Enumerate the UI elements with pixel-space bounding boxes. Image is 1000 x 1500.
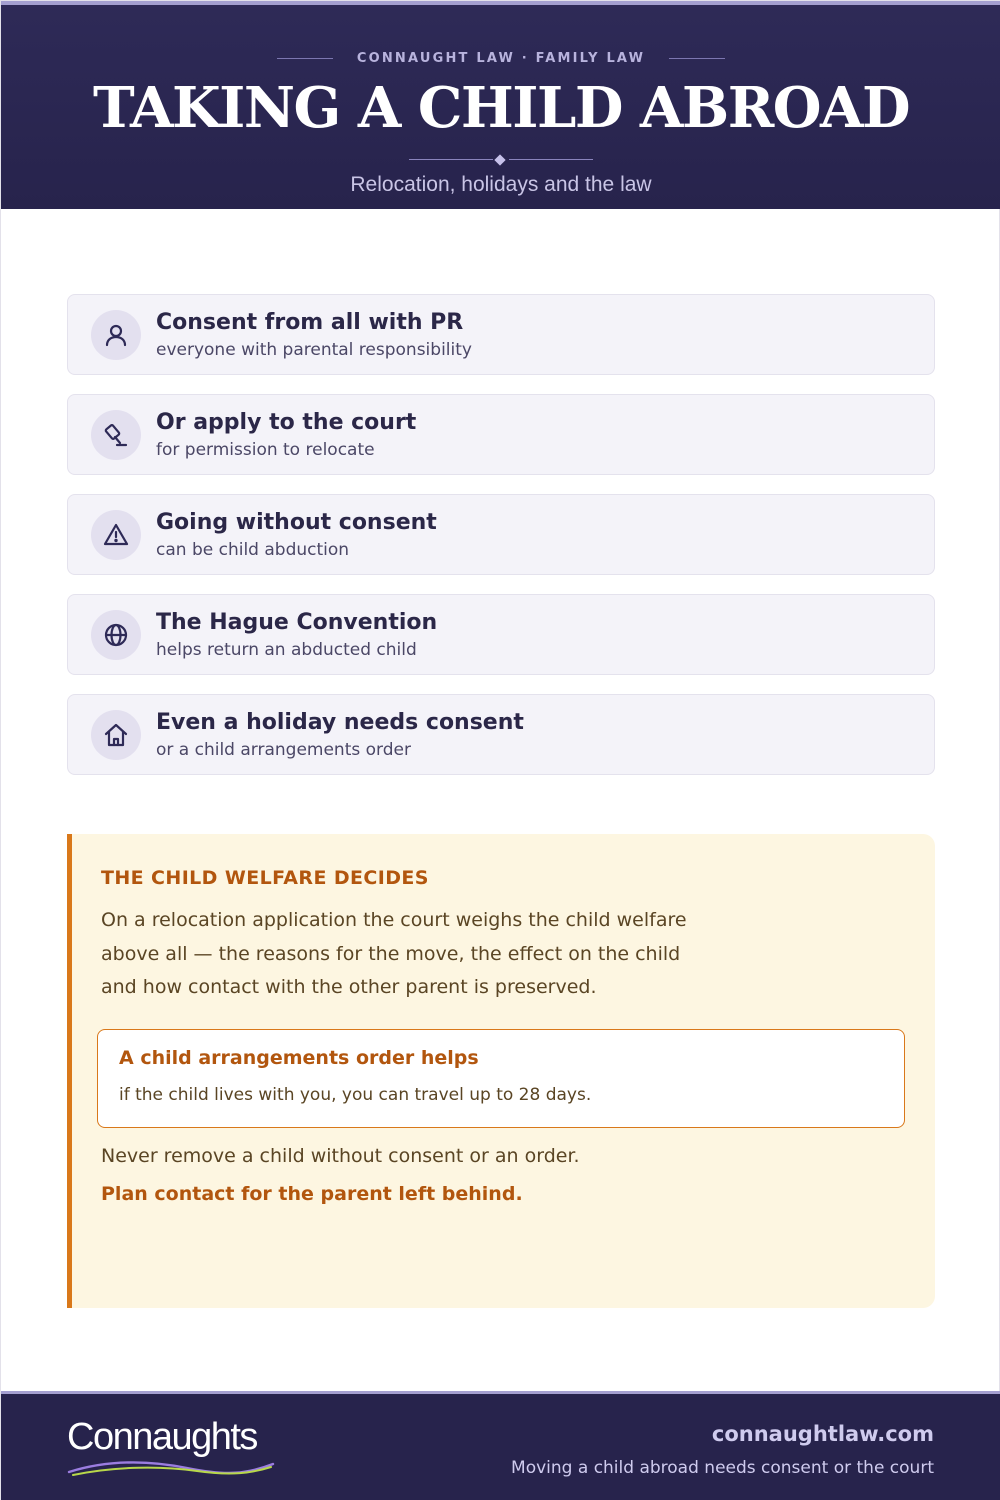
title-divider bbox=[409, 155, 593, 165]
eyebrow-row bbox=[1, 51, 1000, 66]
gavel-icon bbox=[91, 410, 141, 460]
page-title: TAKING A CHILD ABROAD bbox=[92, 75, 910, 141]
eyebrow-rule-right bbox=[669, 58, 725, 59]
welfare-heading: THE CHILD WELFARE DECIDES bbox=[101, 867, 429, 889]
card-title: Or apply to the court bbox=[156, 410, 417, 435]
card-subtitle: helps return an abducted child bbox=[156, 640, 417, 660]
page-subtitle: Relocation, holidays and the law bbox=[350, 173, 652, 196]
card-subtitle: can be child abduction bbox=[156, 540, 350, 560]
globe-icon bbox=[91, 610, 141, 660]
list-item bbox=[67, 694, 935, 775]
footer bbox=[1, 1391, 1000, 1500]
welfare-emphasis: Plan contact for the parent left behind. bbox=[101, 1183, 523, 1205]
footer-url-link[interactable]: connaughtlaw.com bbox=[711, 1422, 934, 1446]
logo-wordmark: Connaughts bbox=[67, 1416, 257, 1458]
card-title: Even a holiday needs consent bbox=[156, 710, 524, 735]
logo-swoosh bbox=[67, 1458, 277, 1478]
key-points-list bbox=[67, 294, 935, 794]
divider-line-right bbox=[509, 159, 593, 160]
footer-tagline: Moving a child abroad needs consent or the court bbox=[511, 1458, 934, 1478]
callout-text: if the child lives with you, you can travel up to 28 days. bbox=[119, 1085, 592, 1105]
welfare-note: Never remove a child without consent or an order. bbox=[101, 1145, 580, 1167]
divider-line-left bbox=[409, 159, 493, 160]
welfare-body: On a relocation application the court weighs the child welfare above all — the reasons for the move, the effect on the child and how contact with the other parent is preserved. bbox=[101, 909, 687, 998]
card-title: Consent from all with PR bbox=[156, 310, 464, 335]
brand-logo bbox=[67, 1416, 287, 1476]
list-item bbox=[67, 294, 935, 375]
callout-title: A child arrangements order helps bbox=[119, 1047, 479, 1069]
divider-diamond bbox=[494, 154, 505, 165]
home-icon bbox=[91, 710, 141, 760]
list-item bbox=[67, 494, 935, 575]
eyebrow-rule-left bbox=[277, 58, 333, 59]
card-subtitle: for permission to relocate bbox=[156, 440, 375, 460]
header bbox=[1, 1, 1000, 209]
card-subtitle: everyone with parental responsibility bbox=[156, 340, 472, 360]
warning-icon bbox=[91, 510, 141, 560]
card-title: Going without consent bbox=[156, 510, 437, 535]
list-item bbox=[67, 394, 935, 475]
card-subtitle: or a child arrangements order bbox=[156, 740, 411, 760]
list-item bbox=[67, 594, 935, 675]
card-title: The Hague Convention bbox=[156, 610, 438, 635]
welfare-panel bbox=[67, 834, 935, 1308]
eyebrow: CONNAUGHT LAW · FAMILY LAW bbox=[356, 51, 646, 66]
person-icon bbox=[91, 310, 141, 360]
callout-box bbox=[97, 1029, 905, 1128]
